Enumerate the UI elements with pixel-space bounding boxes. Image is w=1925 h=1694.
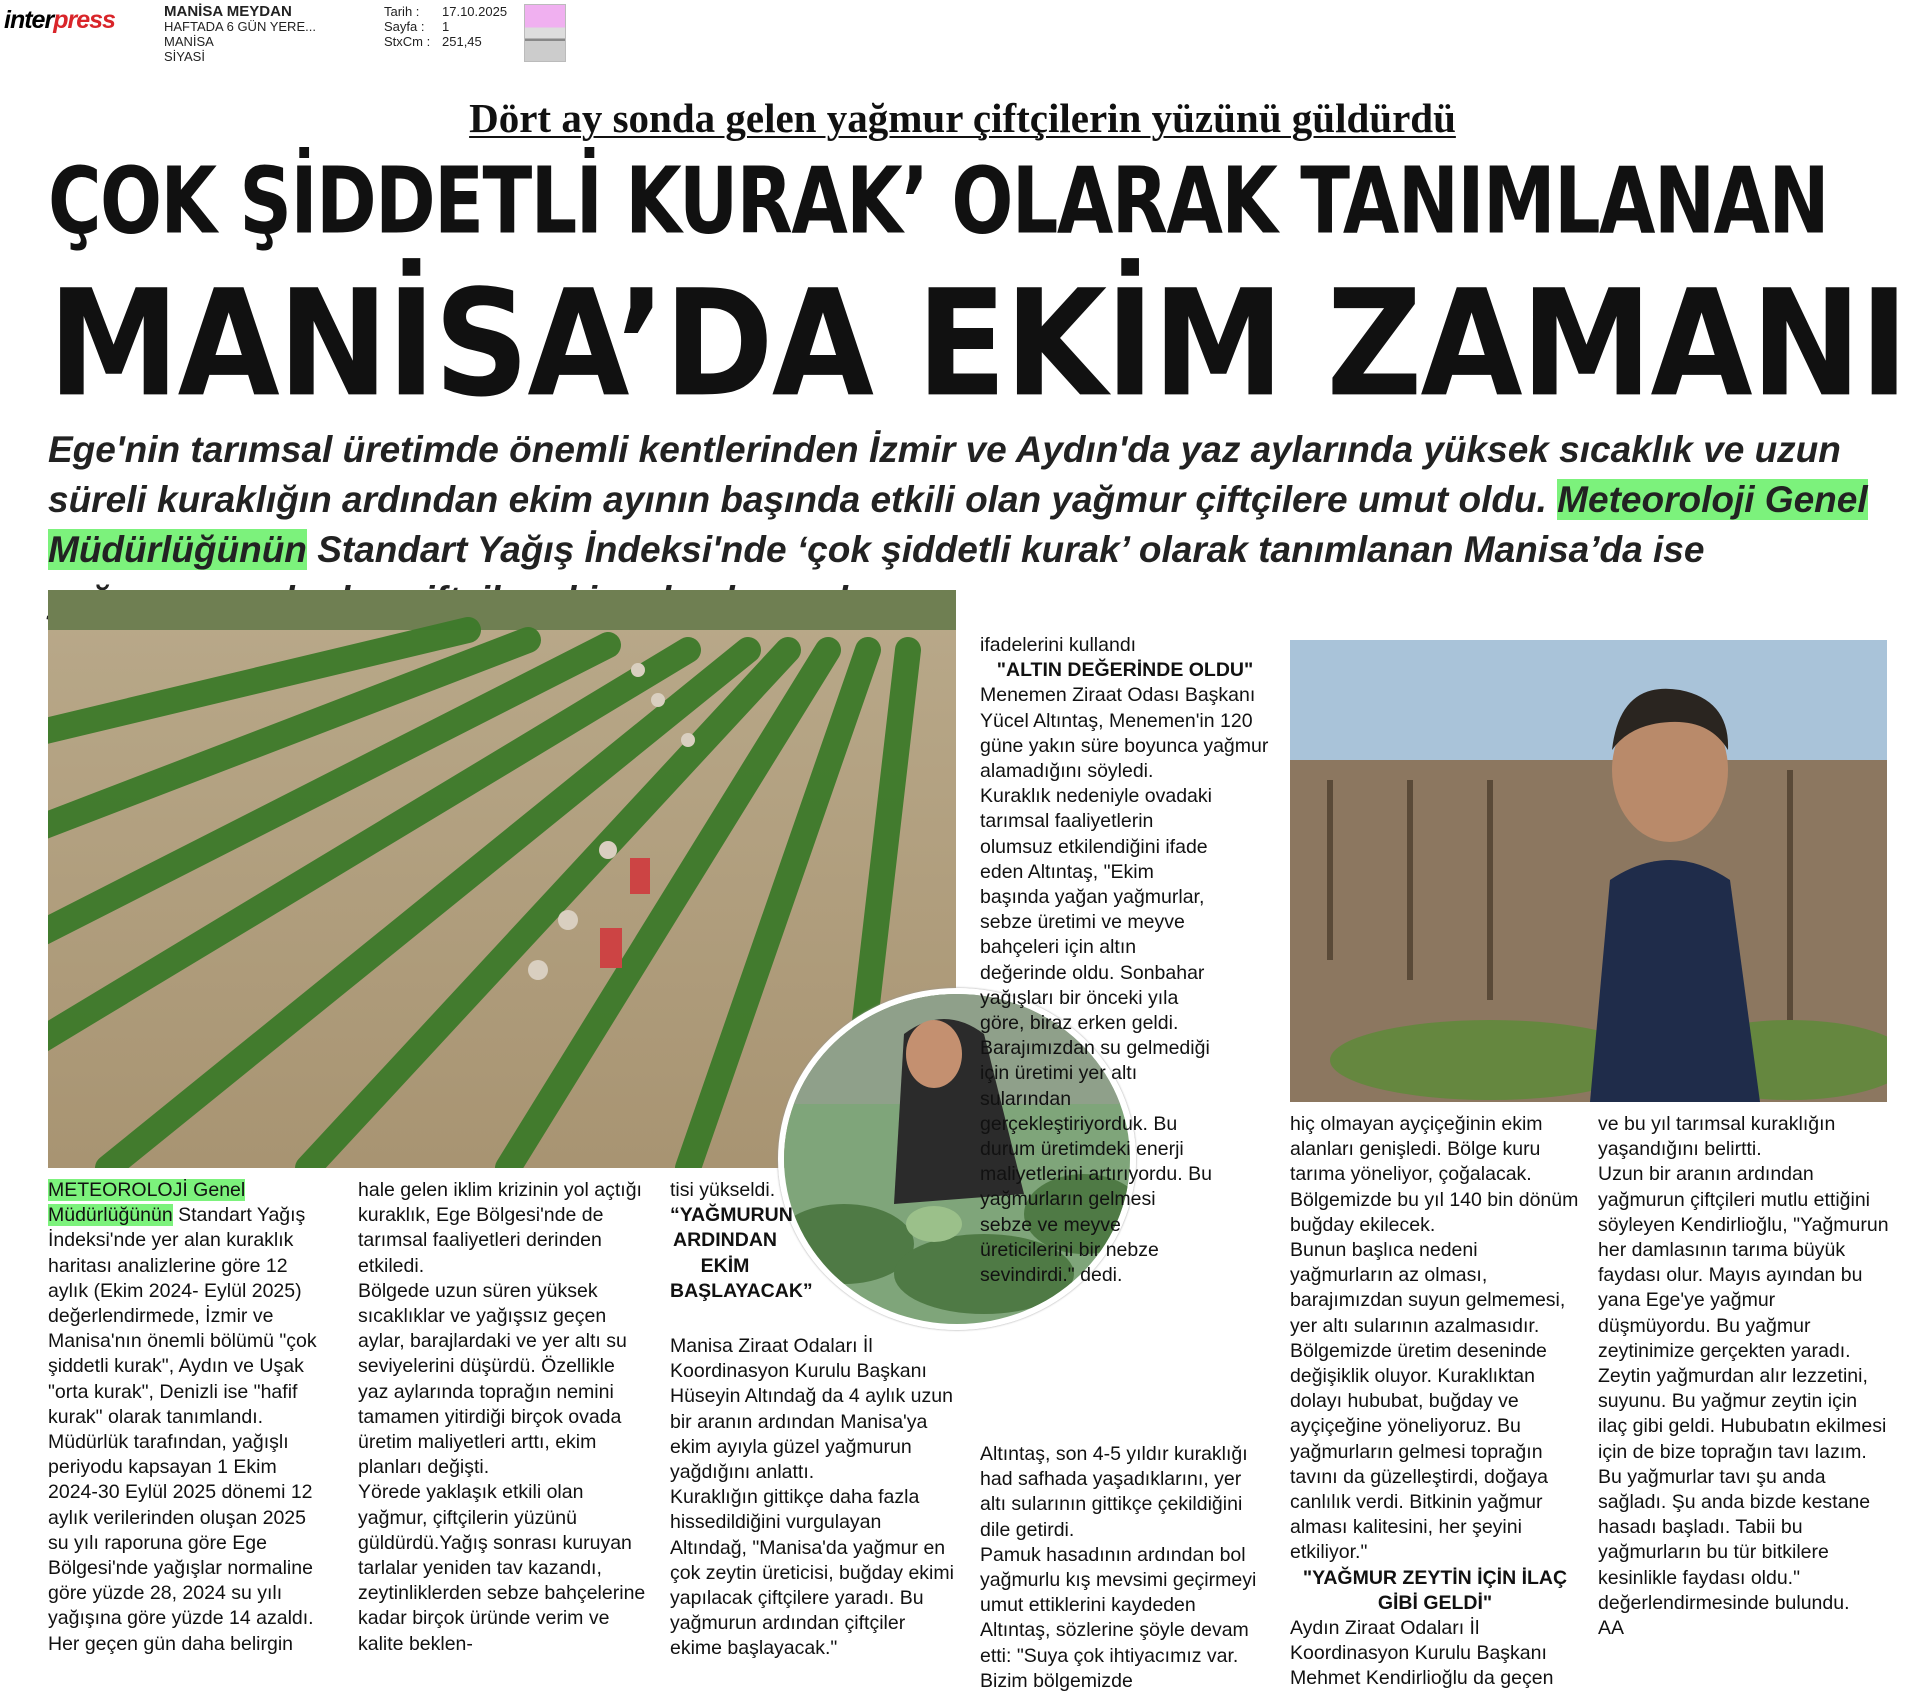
column-4-bottom: [980, 1442, 1270, 1694]
lead-paragraph: Ege'nin tarımsal üretimde önemli kentlerinden İzmir ve Aydın'da yaz aylarında yüksek sıcaklık ve uzun süreli kuraklığın ardından ekim ayının başında etkili olan yağmur çiftçilere umut oldu. Meteoroloji Genel Müdürlüğünün Standart Yağış İndeksi'nde ‘çok şiddetli kurak’ olarak tanımlanan Manisa’da ise: [48, 429, 1868, 570]
column-3-top: [670, 1178, 813, 1304]
col6-para-2: Uzun bir aranın ardından yağmurun çiftçileri mutlu ettiğini söyleyen Kendirlioğlu, "Yağmurun her damlasının tarıma büyük faydası olur. Mayıs ayından bu yana Ege'ye yağmur düşmüyordu. Bu yağmur zeytinimize gerçekten yaradı. Zeytin yağmurdan alır lezzetini, suyunu. Bu yağmur zeytin için ilaç gibi geldi. Hububatın ekilmesi için de bize toprağın tavı lazım. Bu yağmurlar tavı şu anda sağladı. Şu anda bizde kestane hasadı başladı. Tabii bu yağmurların bu tür bitkilere kesinlikle faydası oldu." değerlendirmesinde bulundu.: [1598, 1163, 1889, 1614]
column-3: [670, 1334, 960, 1662]
col3-para-1: tisi yükseldi.: [670, 1179, 776, 1201]
column-6: [1598, 1112, 1890, 1641]
size-value: 251,45: [442, 34, 482, 49]
lead-highlight: Meteoroloji Genel Müdürlüğünün: [48, 479, 1868, 570]
headline-line-1: ÇOK ŞİDDETLİ KURAK’ OLARAK TANIMLANAN: [48, 147, 1829, 255]
column-2: [358, 1178, 648, 1657]
publication-info: [164, 4, 316, 64]
kendirlioglu-photo: [1290, 640, 1887, 1102]
col2-para-2: Bölgede uzun süren yüksek sıcaklıklar ve yağışsız geçen aylar, barajlardaki ve yer altı su seviyelerini düşürdü. Özellikle yaz aylarında toprağın nemini tamamen yitirdiği birçok ovada üretim maliyetleri arttı, ekim planları değişti.: [358, 1279, 627, 1479]
col4-para-5: Pamuk hasadının ardından bol yağmurlu kış mevsimi geçirmeyi umut ettiklerini kaydeden Altıntaş, sözlerine şöyle devam etti: "Suya çok ihtiyacımız var. Bizim bölgemizde: [980, 1543, 1257, 1692]
headline-line-2: MANİSA’DA EKİM ZAMANI: [48, 259, 1907, 430]
clip-meta: [384, 4, 507, 49]
col2-para-1: hale gelen iklim krizinin yol açtığı kuraklık, Ege Bölgesi'nde de tarımsal faaliyetleri derinden etkiledi.: [358, 1179, 642, 1277]
col4-para-1: ifadelerini kullandı: [980, 634, 1137, 656]
size-label: StxCm :: [384, 34, 431, 49]
col4-para-2: Menemen Ziraat Odası Başkanı Yücel Altıntaş, Menemen'in 120 güne yakın süre boyunca yağmur alamadığını söyledi.: [980, 684, 1269, 783]
publication-section: SİYASİ: [164, 49, 205, 64]
kicker-headline: Dört ay sonda gelen yağmur çiftçilerin yüzünü güldürdü: [469, 95, 1456, 141]
page-label: Sayfa :: [384, 19, 425, 34]
publication-name: MANİSA MEYDAN: [164, 3, 292, 20]
col5-para-1: hiç olmayan ayçiçeğinin ekim alanları genişledi. Bölge kuru tarıma yöneliyor, çoğalacak. Bölgemizde bu yıl 140 bin dönüm buğday ekilecek.: [1290, 1113, 1579, 1236]
interpress-logo: interpress: [4, 6, 115, 34]
col3-para-2: Manisa Ziraat Odaları İl Koordinasyon Kurulu Başkanı Hüseyin Altındağ da 4 aylık uzun bir aranın ardından Manisa'ya ekim ayıyla güzel yağmurun yağdığını anlattı.: [670, 1335, 953, 1484]
col5-para-3: Aydın Ziraat Odaları İl Koordinasyon Kurulu Başkanı Mehmet Kendirlioğlu da geçen: [1290, 1617, 1554, 1690]
col4-para-4: Altıntaş, son 4-5 yıldır kuraklığı had safhada yaşadıklarını, yer altı sularının gittikçe çekildiğini dile getirdi.: [980, 1443, 1248, 1541]
col4-para-3: Kuraklık nedeniyle ovadaki tarımsal faaliyetlerin olumsuz etkilendiğini ifade eden Altıntaş, "Ekim başında yağan yağmurlar, sebze üretimi ve meyve bahçeleri için altın değerinde oldu. Sonbahar yağışları bir önceki yıla göre, biraz erken geldi. Barajımızdan su gelmediği için üretimi yer altı sularından gerçekleştiriyorduk. Bu durum üretimdeki enerji maliyetlerini artırıyordu. Bu yağmurların gelmesi sebze ve meyve üreticilerini bir nebze sevindirdi." dedi.: [980, 785, 1212, 1287]
col6-source: AA: [1598, 1617, 1625, 1640]
col5-para-2: Bunun başlıca nedeni yağmurların az olması, barajımızdan suyun gelmemesi, yer altı sularının azalmasıdır. Bölgemizde üretim deseninde değişiklik oluyor. Kuraklıktan dolayı hububat, buğday ve ayçiçeğine yöneliyoruz. Bu yağmurların gelmesi toprağın tavını da güzelleştirdi, doğaya canlılık verdi. Bitkinin yağmur alması kalitesini, her şeyini etkiliyor.": [1290, 1239, 1566, 1564]
col3-para-3: Kuraklığın gittikçe daha fazla hissedildiğini vurgulayan Altındağ, "Manisa'da yağmur en çok zeytin üreticisi, buğday ekimi yapılacak çiftçilere yaradı. Bu yağmurun ardından çiftçiler ekime başlayacak.": [670, 1486, 954, 1660]
date-value: 17.10.2025: [442, 4, 508, 19]
publication-city: MANİSA: [164, 34, 214, 49]
page-thumbnail[interactable]: [524, 4, 566, 62]
column-1: [48, 1178, 330, 1657]
col1-highlight: METEOROLOJİ Genel Müdürlüğünün: [48, 1179, 246, 1227]
col2-para-3: Yörede yaklaşık etkili olan yağmur, çiftçilerin yüzünü güldürdü.Yağış sonrası kuruyan tarlalar yeniden tav kazandı, zeytinliklerden sebze bahçelerine kadar birçok üründe verim ve kalite beklen-: [358, 1481, 646, 1655]
col1-text: Standart Yağış İndeksi'nde yer alan kuraklık haritası analizlerine göre 12 aylık (Ekim 2024- Eylül 2025) değerlendirmede, İzmir ve Manisa'nın önemli bölümü "çok şiddetli kurak", Aydın ve Uşak "orta kurak", Denizli ise "hafif kurak" olarak tanımlandı. Müdürlük tarafından, yağışlı periyodu kapsayan 1 Ekim 2024-30 Eylül 2025 dönemi 12 aylık verilerinden oluşan 2025 su yılı raporuna göre Ege Bölgesi'nde yağışlar normaline göre yüzde 28, 2024 su yılı yağışına göre yüzde 14 azaldı. Her geçen gün daha belirgin: [48, 1204, 317, 1655]
column-4-top: [980, 633, 1270, 1288]
subheading-altin-degerinde: "ALTIN DEĞERİNDE OLDU": [996, 659, 1254, 682]
publication-frequency: HAFTADA 6 GÜN YERE...: [164, 19, 316, 34]
date-label: Tarih :: [384, 4, 420, 19]
subheading-yagmurun-ardindan: “YAĞMURUN ARDINDAN EKİM BAŞLAYACAK”: [670, 1204, 813, 1302]
subheading-yagmur-zeytin: "YAĞMUR ZEYTİN İÇİN İLAÇ GİBİ GELDİ": [1302, 1566, 1568, 1614]
column-5: [1290, 1112, 1580, 1692]
page-value: 1: [442, 19, 450, 34]
col6-para-1: ve bu yıl tarımsal kuraklığın yaşandığını belirtti.: [1598, 1113, 1836, 1161]
